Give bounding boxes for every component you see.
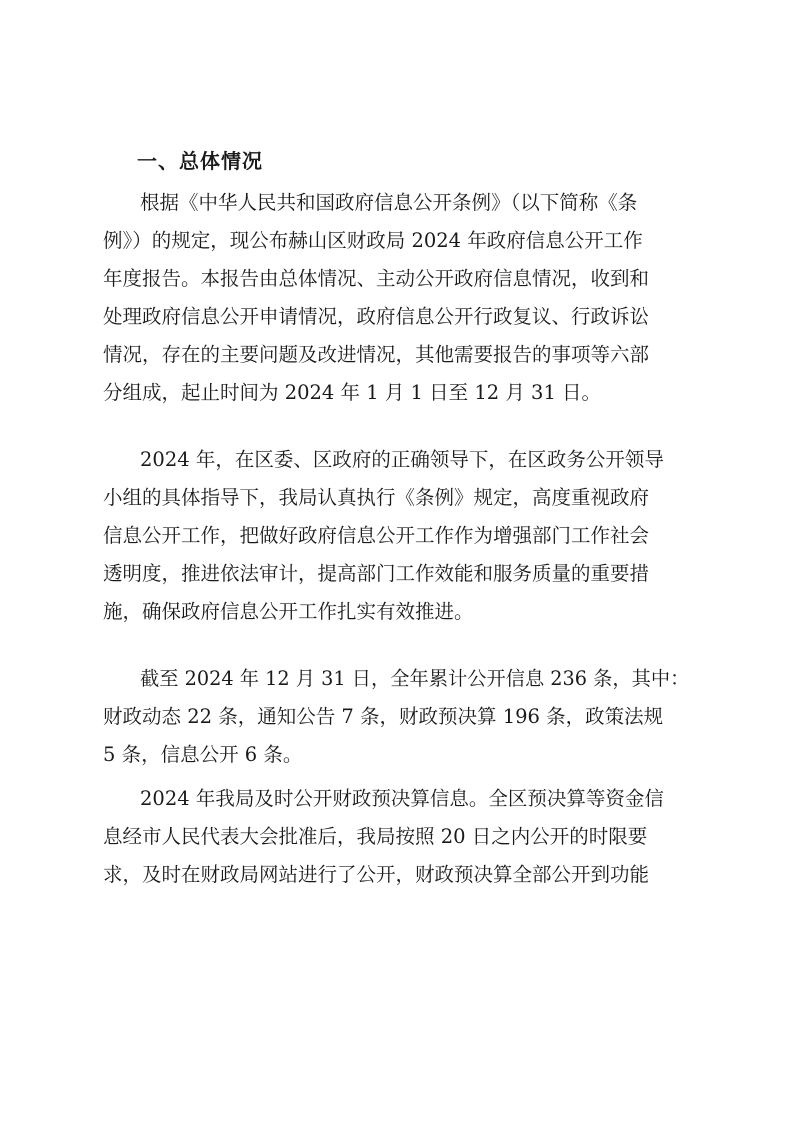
paragraph-2-line-5: 施，确保政府信息公开工作扎实有效推进。: [103, 600, 474, 623]
paragraph-1-line-4: 处理政府信息公开申请情况，政府信息公开行政复议、行政诉讼: [103, 305, 650, 328]
paragraph-1-line-5: 情况，存在的主要问题及改进情况，其他需要报告的事项等六部: [103, 343, 650, 366]
paragraph-4-line-3: 求，及时在财政局网站进行了公开，财政预决算全部公开到功能: [103, 863, 650, 886]
paragraph-3-line-1: 截至 2024 年 12 月 31 日，全年累计公开信息 236 条，其中：: [140, 667, 690, 690]
paragraph-3-line-2: 财政动态 22 条，通知公告 7 条，财政预决算 196 条，政策法规: [103, 705, 664, 728]
paragraph-1-line-2: 例》）的规定，现公布赫山区财政局 2024 年政府信息公开工作: [103, 229, 643, 252]
paragraph-2-line-2: 小组的具体指导下，我局认真执行《条例》规定，高度重视政府: [103, 486, 650, 509]
paragraph-1-line-1: 根据《中华人民共和国政府信息公开条例》（以下简称《条: [140, 191, 638, 214]
paragraph-2-line-4: 透明度，推进依法审计，提高部门工作效能和服务质量的重要措: [103, 562, 650, 585]
paragraph-1-line-3: 年度报告。本报告由总体情况、主动公开政府信息情况，收到和: [103, 267, 650, 290]
paragraph-1-line-6: 分组成，起止时间为 2024 年 1 月 1 日至 12 月 31 日。: [103, 381, 602, 404]
paragraph-3-line-3: 5 条，信息公开 6 条。: [103, 743, 303, 766]
paragraph-4-line-2: 息经市人民代表大会批准后，我局按照 20 日之内公开的时限要: [103, 825, 648, 848]
section-heading: 一、总体情况: [137, 149, 263, 173]
paragraph-2-line-3: 信息公开工作，把做好政府信息公开工作作为增强部门工作社会: [103, 524, 650, 547]
paragraph-4-line-1: 2024 年我局及时公开财政预决算信息。全区预决算等资金信: [140, 787, 664, 810]
paragraph-2-line-1: 2024 年，在区委、区政府的正确领导下，在区政务公开领导: [140, 448, 664, 471]
